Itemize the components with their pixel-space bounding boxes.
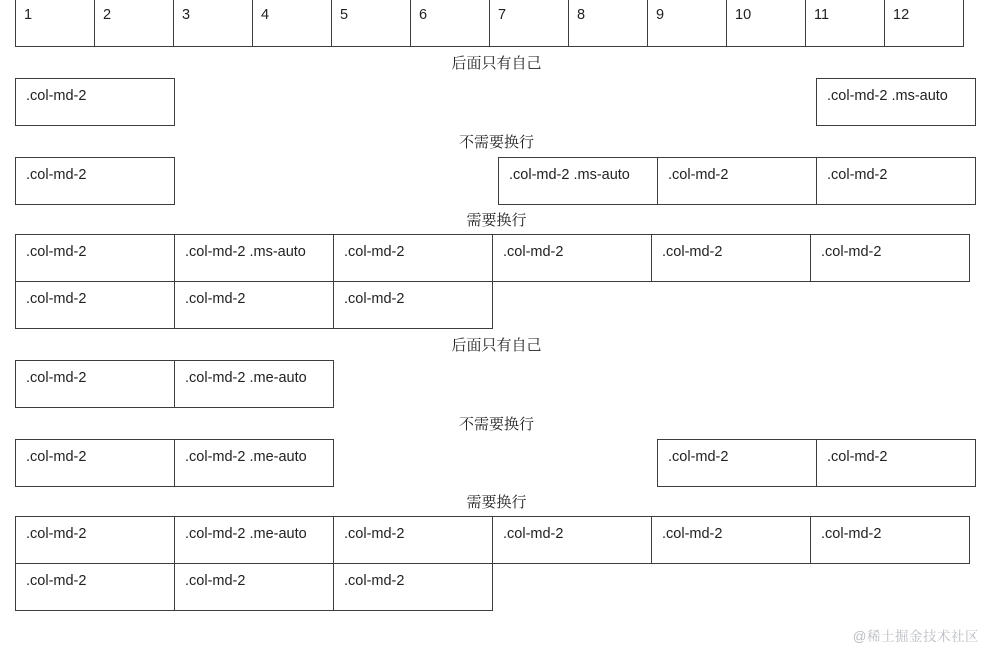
demo-row-me-auto-wrap bbox=[16, 517, 976, 611]
ruler-cell: 2 bbox=[94, 0, 174, 47]
ruler-cell: 1 bbox=[15, 0, 95, 47]
caption-me-auto-wrap: 需要换行 bbox=[466, 494, 527, 511]
grid-cell: .col-md-2 bbox=[810, 516, 970, 564]
ruler-cell: 7 bbox=[489, 0, 569, 47]
grid-cell: .col-md-2 bbox=[810, 234, 970, 282]
grid-cell: .col-md-2 bbox=[174, 281, 334, 329]
ruler-cell: 8 bbox=[568, 0, 648, 47]
grid-cell: .col-md-2 bbox=[816, 157, 976, 205]
grid-cell: .col-md-2 bbox=[15, 516, 175, 564]
ruler-cell: 4 bbox=[252, 0, 332, 47]
grid-cell: .col-md-2 bbox=[15, 157, 175, 205]
grid-cell: .col-md-2 bbox=[15, 281, 175, 329]
grid-cell-ms-auto: .col-md-2 .ms-auto bbox=[498, 157, 658, 205]
caption-ms-auto-wrap: 需要换行 bbox=[466, 212, 527, 229]
caption-ms-auto-alone: 后面只有自己 bbox=[451, 55, 542, 72]
grid-cell: .col-md-2 bbox=[816, 439, 976, 487]
grid-cell-me-auto: .col-md-2 .me-auto bbox=[174, 516, 334, 564]
grid-cell-ms-auto: .col-md-2 .ms-auto bbox=[816, 78, 976, 126]
grid-cell: .col-md-2 bbox=[15, 360, 175, 408]
caption-ms-auto-nowrap: 不需要换行 bbox=[458, 134, 534, 151]
grid-cell: .col-md-2 bbox=[333, 516, 493, 564]
caption-me-auto-alone: 后面只有自己 bbox=[451, 337, 542, 354]
grid-cell: .col-md-2 bbox=[174, 563, 334, 611]
ruler-cell: 9 bbox=[647, 0, 727, 47]
grid-cell-ms-auto: .col-md-2 .ms-auto bbox=[174, 234, 334, 282]
grid-cell: .col-md-2 bbox=[15, 234, 175, 282]
grid-cell: .col-md-2 bbox=[651, 234, 811, 282]
grid-cell: .col-md-2 bbox=[15, 439, 175, 487]
demo-row-ms-auto-alone bbox=[16, 79, 976, 126]
ruler-cell: 5 bbox=[331, 0, 411, 47]
grid-cell: .col-md-2 bbox=[15, 563, 175, 611]
grid-cell: .col-md-2 bbox=[333, 281, 493, 329]
caption-me-auto-nowrap: 不需要换行 bbox=[458, 416, 534, 433]
demo-row-me-auto-alone bbox=[16, 361, 976, 408]
demo-row-me-auto-nowrap bbox=[16, 440, 976, 487]
grid-cell: .col-md-2 bbox=[15, 78, 175, 126]
column-ruler bbox=[16, 0, 976, 47]
grid-cell: .col-md-2 bbox=[492, 516, 652, 564]
grid-cell-me-auto: .col-md-2 .me-auto bbox=[174, 360, 334, 408]
grid-cell: .col-md-2 bbox=[651, 516, 811, 564]
grid-cell: .col-md-2 bbox=[333, 563, 493, 611]
grid-cell: .col-md-2 bbox=[657, 157, 817, 205]
grid-cell-me-auto: .col-md-2 .me-auto bbox=[174, 439, 334, 487]
ruler-cell: 6 bbox=[410, 0, 490, 47]
grid-cell: .col-md-2 bbox=[333, 234, 493, 282]
ruler-cell: 3 bbox=[173, 0, 253, 47]
ruler-cell: 12 bbox=[884, 0, 964, 47]
demo-row-ms-auto-wrap bbox=[16, 235, 976, 329]
ruler-cell: 10 bbox=[726, 0, 806, 47]
grid-cell: .col-md-2 bbox=[657, 439, 817, 487]
grid-cell: .col-md-2 bbox=[492, 234, 652, 282]
ruler-cell: 11 bbox=[805, 0, 885, 47]
watermark: @稀土掘金技术社区 bbox=[852, 629, 979, 644]
demo-row-ms-auto-nowrap bbox=[16, 158, 976, 205]
